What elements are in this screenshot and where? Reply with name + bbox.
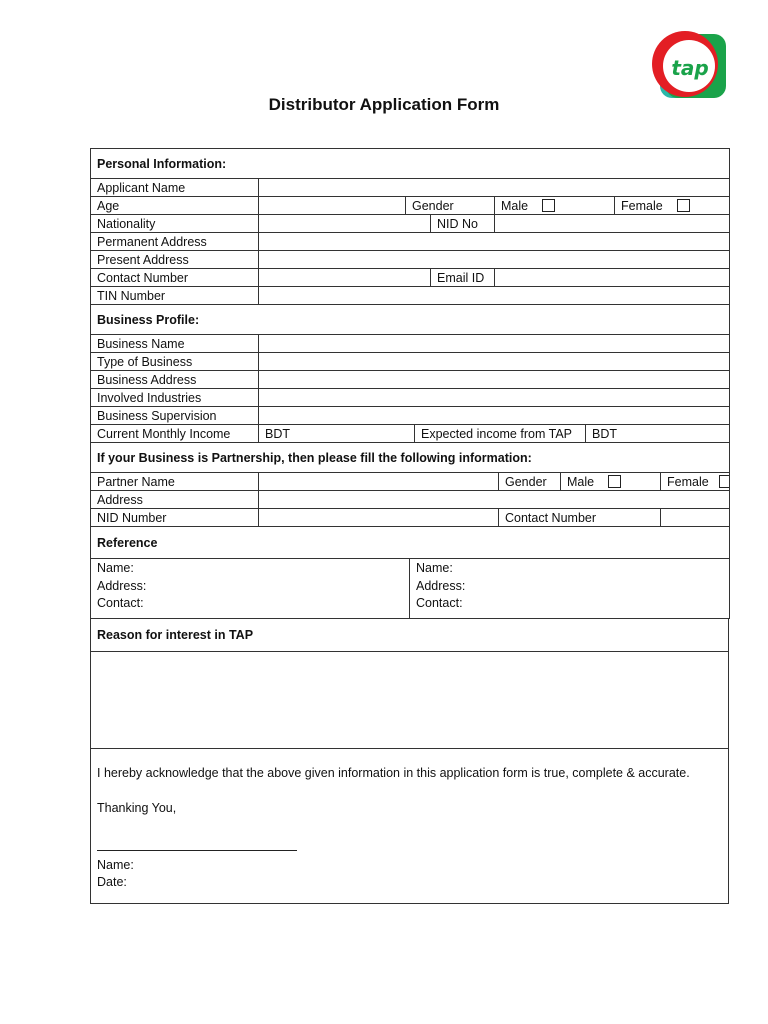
reference-2-contact: Contact: [416,596,463,610]
expected-income-field[interactable] [586,425,730,443]
reference-2-address: Address: [416,578,466,593]
partnership-table [90,443,730,527]
business-name-label: Business Name [91,335,259,353]
partner-female-option[interactable] [661,473,730,491]
email-id-field[interactable] [495,269,730,287]
applicant-name-field[interactable] [259,179,730,197]
reference-2[interactable] [410,559,730,619]
business-supervision-field[interactable] [259,407,730,425]
reference-table [90,527,730,619]
type-of-business-field[interactable] [259,353,730,371]
bdt-label: BDT [265,426,290,441]
signature-name: Name: [97,857,134,872]
partner-address-field[interactable] [259,491,730,509]
partner-male-option[interactable] [561,473,661,491]
bdt-label: BDT [592,426,617,441]
contact-number-field[interactable] [259,269,431,287]
partnership-heading: If your Business is Partnership, then please fill the following information: [91,443,730,473]
page-title: Distributor Application Form [268,95,500,114]
business-profile-table [90,305,730,443]
signature-date: Date: [97,875,127,889]
nationality-label: Nationality [91,215,259,233]
nid-no-label: NID No [431,215,495,233]
acknowledgement-text: I hereby acknowledge that the above given information in this application form is true, complete & accurate. [97,766,690,780]
permanent-address-label: Permanent Address [91,233,259,251]
acknowledgement-table [90,749,729,904]
expected-income-label: Expected income from TAP [415,425,586,443]
partner-male-label: Male [567,474,595,489]
current-income-field[interactable] [259,425,415,443]
reference-1[interactable] [91,559,410,619]
female-option[interactable] [615,197,730,215]
type-of-business-label: Type of Business [91,353,259,371]
business-name-field[interactable] [259,335,730,353]
partner-female-checkbox[interactable] [719,475,730,488]
permanent-address-field[interactable] [259,233,730,251]
nationality-field[interactable] [259,215,431,233]
reason-field[interactable] [91,652,729,749]
reference-1-contact: Contact: [97,596,144,610]
thanking-text: Thanking You, [97,800,177,815]
gender-label: Gender [406,197,495,215]
tap-logo [652,28,726,100]
business-profile-heading: Business Profile: [91,305,730,335]
partner-contact-field[interactable] [661,509,730,527]
present-address-label: Present Address [91,251,259,269]
business-supervision-label: Business Supervision [91,407,259,425]
partner-nid-field[interactable] [259,509,499,527]
involved-industries-field[interactable] [259,389,730,407]
reference-2-name: Name: [416,561,453,575]
reference-heading: Reference [91,527,730,559]
reference-1-address: Address: [97,578,147,593]
involved-industries-label: Involved Industries [91,389,259,407]
partner-male-checkbox[interactable] [608,475,621,488]
partner-female-label: Female [667,474,709,489]
nid-no-field[interactable] [495,215,730,233]
partner-name-field[interactable] [259,473,499,491]
female-checkbox[interactable] [677,199,690,212]
contact-number-label: Contact Number [91,269,259,287]
partner-gender-label: Gender [499,473,561,491]
application-form [90,148,729,904]
reference-1-name: Name: [97,561,134,575]
female-label: Female [621,198,663,213]
partner-name-label: Partner Name [91,473,259,491]
business-address-field[interactable] [259,371,730,389]
acknowledgement-block [91,749,729,904]
partner-nid-label: NID Number [91,509,259,527]
tin-number-field[interactable] [259,287,730,305]
current-monthly-income-label: Current Monthly Income [91,425,259,443]
male-checkbox[interactable] [542,199,555,212]
tin-number-label: TIN Number [91,287,259,305]
partner-address-label: Address [91,491,259,509]
personal-info-heading: Personal Information: [91,149,730,179]
partner-contact-label: Contact Number [499,509,661,527]
reason-heading: Reason for interest in TAP [91,619,729,652]
male-label: Male [501,198,529,213]
applicant-name-label: Applicant Name [91,179,259,197]
email-id-label: Email ID [431,269,495,287]
logo-text: tap [671,56,709,80]
age-label: Age [91,197,259,215]
personal-info-table [90,148,730,305]
male-option[interactable] [495,197,615,215]
signature-line[interactable] [97,849,297,851]
present-address-field[interactable] [259,251,730,269]
business-address-label: Business Address [91,371,259,389]
reason-table [90,619,729,749]
age-field[interactable] [259,197,406,215]
